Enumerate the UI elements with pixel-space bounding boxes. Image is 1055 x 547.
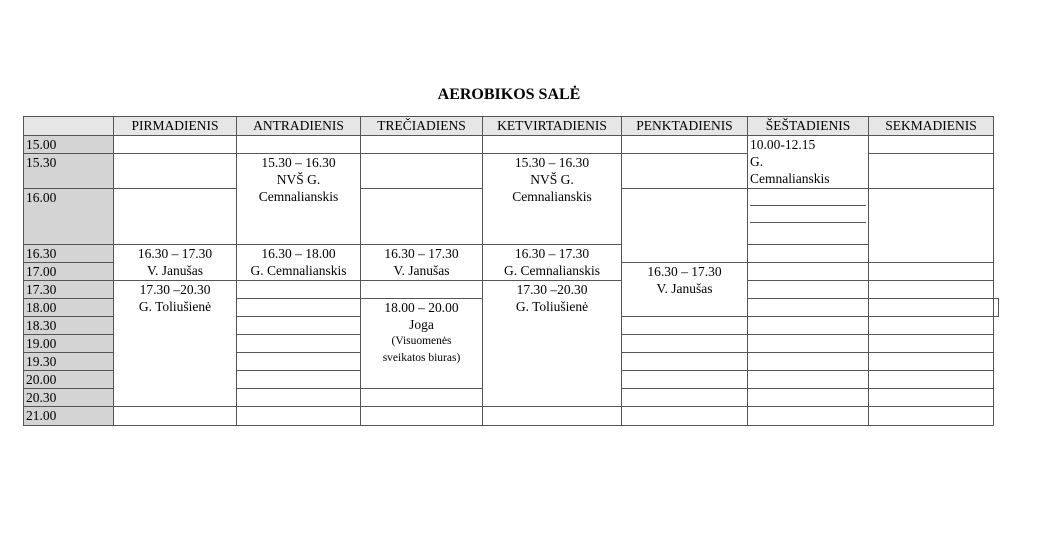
session-trainer: G. Cemnalianskis [504, 263, 600, 278]
sub-slot [750, 206, 866, 223]
session-cell [483, 281, 622, 407]
empty-cell [114, 136, 237, 154]
empty-cell [994, 299, 999, 317]
empty-cell [622, 154, 748, 189]
empty-cell [748, 407, 869, 426]
day-header: ANTRADIENIS [237, 117, 361, 136]
session-time: 18.00 – 20.00 [384, 300, 459, 315]
empty-cell [237, 389, 361, 407]
session-cell [237, 245, 361, 281]
day-header: KETVIRTADIENIS [483, 117, 622, 136]
time-cell: 15.00 [24, 136, 114, 154]
empty-cell [361, 281, 483, 299]
empty-cell [114, 407, 237, 426]
session-trainer: G. [750, 154, 764, 169]
empty-cell [361, 154, 483, 189]
time-cell: 18.00 [24, 299, 114, 317]
empty-cell [869, 407, 994, 426]
session-trainer: V. Janušas [393, 263, 450, 278]
session-trainer: V. Janušas [146, 263, 203, 278]
empty-cell [869, 189, 994, 263]
time-cell: 16.00 [24, 189, 114, 245]
empty-cell [748, 245, 869, 263]
session-trainer: G. Toliušienė [138, 299, 212, 314]
session-time: 16.30 – 17.30 [137, 246, 213, 261]
empty-cell [622, 189, 748, 263]
empty-cell [748, 189, 869, 245]
time-cell: 16.30 [24, 245, 114, 263]
empty-cell [869, 389, 994, 407]
empty-cell [237, 371, 361, 389]
empty-cell [748, 281, 869, 299]
empty-cell [361, 407, 483, 426]
session-program: NVŠ G. [530, 172, 574, 187]
session-cell [361, 245, 483, 281]
empty-cell [869, 154, 994, 189]
table-row [24, 281, 999, 299]
empty-cell [622, 371, 748, 389]
session-cell [237, 154, 361, 245]
session-note: (Visuomenės [391, 335, 452, 347]
session-time: 10.00-12.15 [750, 137, 816, 152]
time-cell: 20.30 [24, 389, 114, 407]
schedule-table [23, 116, 999, 426]
empty-cell [483, 136, 622, 154]
session-cell [622, 263, 748, 317]
time-cell: 20.00 [24, 371, 114, 389]
empty-cell [869, 299, 994, 317]
time-cell: 19.30 [24, 353, 114, 371]
session-cell [483, 245, 622, 281]
empty-cell [622, 353, 748, 371]
empty-cell [622, 407, 748, 426]
empty-cell [748, 335, 869, 353]
session-program: NVŠ G. [276, 172, 321, 187]
session-cell [114, 245, 237, 281]
session-time: 15.30 – 16.30 [261, 155, 336, 170]
corner-cell [24, 117, 114, 136]
empty-cell [748, 299, 869, 317]
session-trainer-surname: Cemnalianskis [750, 171, 830, 186]
empty-cell [869, 317, 994, 335]
header-row [24, 117, 999, 136]
empty-cell [237, 299, 361, 317]
empty-cell [869, 281, 994, 299]
empty-cell [361, 136, 483, 154]
day-header: TREČIADIENS [361, 117, 483, 136]
sub-slot [750, 189, 866, 206]
empty-cell [237, 335, 361, 353]
time-cell: 21.00 [24, 407, 114, 426]
day-header: PIRMADIENIS [114, 117, 237, 136]
time-cell: 17.00 [24, 263, 114, 281]
empty-cell [748, 317, 869, 335]
empty-cell [869, 335, 994, 353]
time-cell: 19.00 [24, 335, 114, 353]
empty-cell [237, 407, 361, 426]
empty-cell [869, 263, 994, 281]
day-header: SEKMADIENIS [869, 117, 994, 136]
session-time: 17.30 –20.30 [516, 282, 588, 297]
session-trainer: G. Toliušienė [515, 299, 589, 314]
session-note: sveikatos biuras) [382, 352, 461, 364]
empty-cell [237, 353, 361, 371]
time-cell: 17.30 [24, 281, 114, 299]
session-time: 16.30 – 17.30 [514, 246, 590, 261]
session-time: 15.30 – 16.30 [514, 155, 590, 170]
session-time: 17.30 –20.30 [139, 282, 211, 297]
day-header: PENKTADIENIS [622, 117, 748, 136]
time-cell: 18.30 [24, 317, 114, 335]
empty-cell [361, 189, 483, 245]
empty-cell [622, 389, 748, 407]
day-header: ŠEŠTADIENIS [748, 117, 869, 136]
empty-cell [237, 136, 361, 154]
session-time: 16.30 – 18.00 [261, 246, 336, 261]
empty-cell [748, 263, 869, 281]
session-time: 16.30 – 17.30 [384, 246, 459, 261]
empty-cell [622, 335, 748, 353]
empty-cell [622, 317, 748, 335]
sub-slots [750, 189, 866, 240]
session-cell [114, 281, 237, 407]
page-title: AEROBIKOS SALĖ [437, 86, 581, 103]
session-activity: Joga [409, 317, 434, 332]
empty-cell [869, 353, 994, 371]
session-trainer: V. Janušas [656, 281, 713, 296]
empty-cell [748, 389, 869, 407]
session-cell [748, 136, 869, 189]
empty-cell [748, 353, 869, 371]
time-cell: 15.30 [24, 154, 114, 189]
session-trainer: G. Cemnalianskis [250, 263, 347, 278]
session-trainer: Cemnalianskis [512, 189, 592, 204]
empty-cell [237, 281, 361, 299]
empty-cell [114, 189, 237, 245]
sub-slot [750, 223, 866, 240]
empty-cell [748, 371, 869, 389]
session-time: 16.30 – 17.30 [647, 264, 722, 279]
empty-cell [361, 389, 483, 407]
session-cell [483, 154, 622, 245]
session-cell [361, 299, 483, 389]
table-row [24, 245, 999, 263]
session-trainer: Cemnalianskis [258, 189, 339, 204]
table-row [24, 136, 999, 154]
empty-cell [869, 136, 994, 154]
table-row [24, 407, 999, 426]
empty-cell [114, 154, 237, 189]
empty-cell [869, 371, 994, 389]
empty-cell [237, 317, 361, 335]
empty-cell [622, 136, 748, 154]
empty-cell [483, 407, 622, 426]
